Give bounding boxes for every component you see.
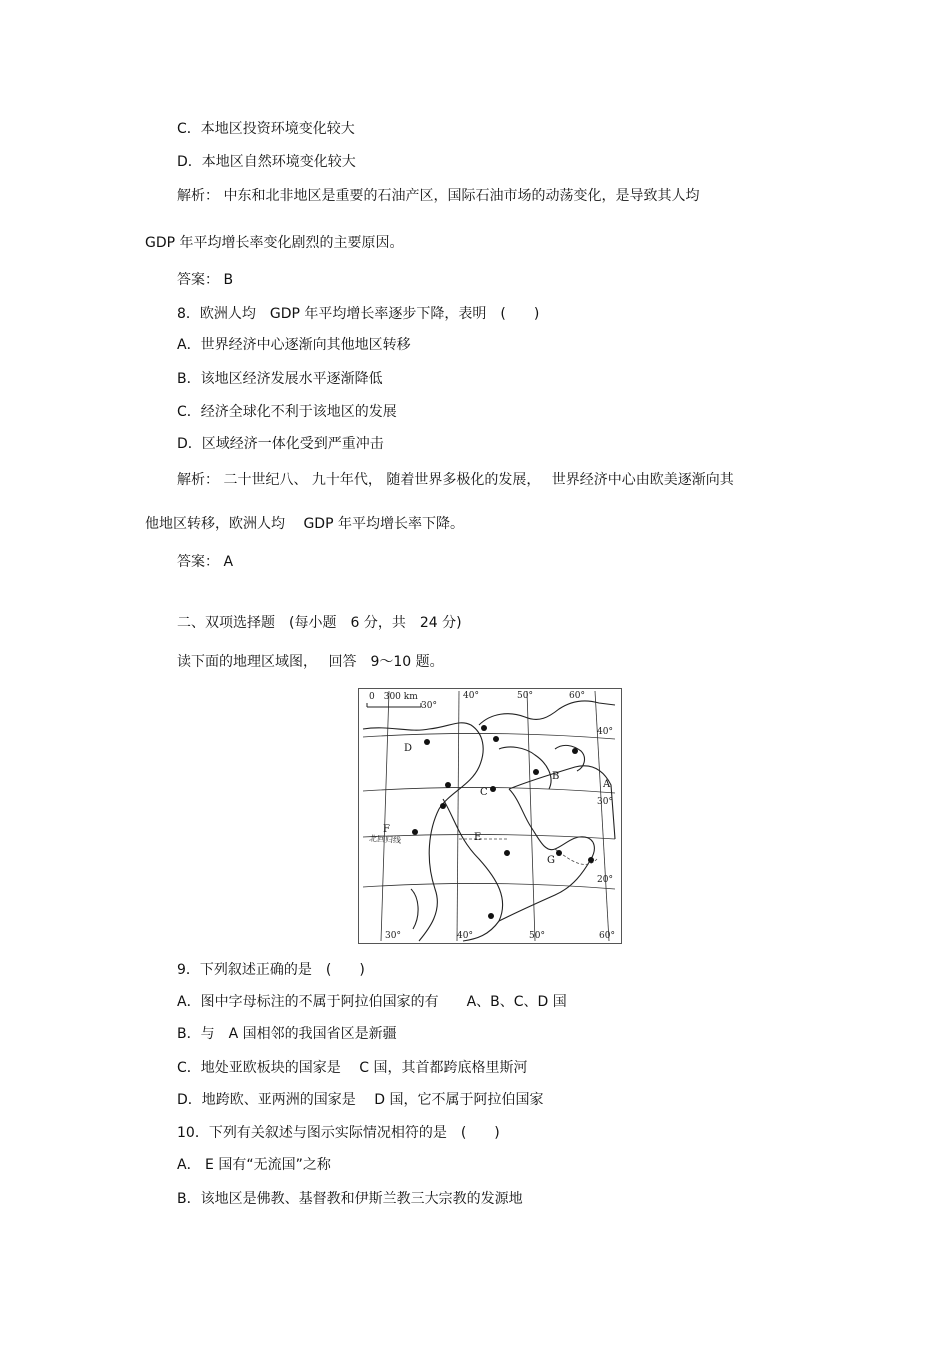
question-8: 8．欧洲人均 GDP 年平均增长率逐步下降，表明 ( ) (177, 306, 540, 322)
lon-top-50: 50° (517, 691, 533, 701)
q9-option-d: D．地跨欧、亚两洲的国家是 D 国，它不属于阿拉伯国家 (177, 1092, 544, 1108)
q9-option-c: C．地处亚欧板块的国家是 C 国，其首都跨底格里斯河 (177, 1060, 528, 1076)
option-d-natural-env: D．本地区自然环境变化较大 (177, 154, 356, 170)
analysis-7-line2: GDP 年平均增长率变化剧烈的主要原因。 (145, 235, 404, 251)
section-title: 二、双项选择题 (每小题 6 分，共 24 分) (177, 615, 462, 631)
country-label-d: D (404, 743, 413, 754)
q8-option-b: B．该地区经济发展水平逐渐降低 (177, 371, 383, 387)
lat-40: 40° (597, 727, 613, 737)
lon-bottom-60: 60° (599, 931, 615, 941)
map-drawing (359, 689, 621, 943)
analysis-8-line1: 解析： 二十世纪八、 九十年代， 随着世界多极化的发展， 世界经济中心由欧美逐渐向其 (177, 472, 734, 488)
lon-bottom-40: 40° (457, 931, 473, 941)
lon-bottom-30: 30° (385, 931, 401, 941)
scale-label: 0 300 km (369, 692, 418, 702)
lon-bottom-50: 50° (529, 931, 545, 941)
country-label-b: B (552, 771, 560, 782)
question-10: 10．下列有关叙述与图示实际情况相符的是 ( ) (177, 1125, 500, 1141)
map-intro: 读下面的地理区域图， 回答 9～10 题。 (177, 654, 444, 670)
q9-option-b: B．与 A 国相邻的我国省区是新疆 (177, 1026, 397, 1042)
country-label-e: E (474, 832, 482, 843)
lon-top-40: 40° (463, 691, 479, 701)
q9-option-a: A．图中字母标注的不属于阿拉伯国家的有 A、B、C、D 国 (177, 994, 567, 1010)
lon-top-60: 60° (569, 691, 585, 701)
country-label-f: F (383, 824, 390, 835)
country-label-c: C (480, 787, 488, 798)
lat-20: 20° (597, 875, 613, 885)
answer-7: 答案： B (177, 272, 234, 288)
answer-8: 答案： A (177, 554, 234, 570)
q8-option-c: C．经济全球化不利于该地区的发展 (177, 404, 397, 420)
q8-option-d: D．区域经济一体化受到严重冲击 (177, 436, 384, 452)
analysis-7-line1: 解析： 中东和北非地区是重要的石油产区，国际石油市场的动荡变化，是导致其人均 (177, 188, 700, 204)
q10-option-b: B．该地区是佛教、基督教和伊斯兰教三大宗教的发源地 (177, 1191, 523, 1207)
q10-option-a: A． E 国有“无流国”之称 (177, 1157, 331, 1173)
option-c-investment: C．本地区投资环境变化较大 (177, 121, 355, 137)
tropic-of-cancer-label: 北回归线 (368, 833, 402, 846)
lon-top-30: 30° (421, 701, 437, 711)
analysis-8-line2: 他地区转移，欧洲人均 GDP 年平均增长率下降。 (145, 516, 464, 532)
country-label-a: A (603, 779, 611, 790)
region-map (358, 688, 622, 944)
question-9: 9．下列叙述正确的是 ( ) (177, 962, 365, 978)
lat-30: 30° (597, 797, 613, 807)
q8-option-a: A．世界经济中心逐渐向其他地区转移 (177, 337, 411, 353)
country-label-g: G (547, 855, 555, 866)
